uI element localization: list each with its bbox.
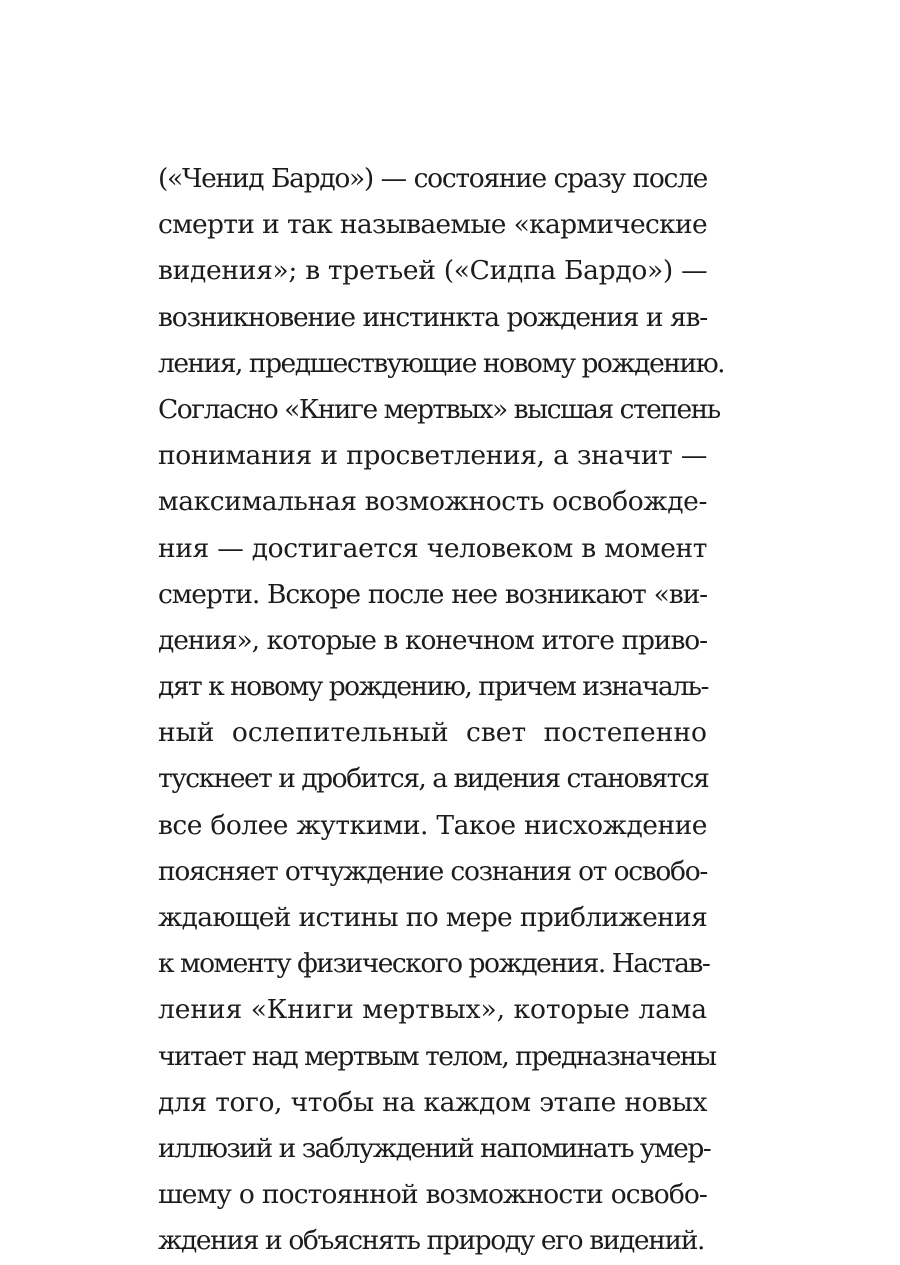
text-line: поясняет отчуждение сознания от освобо- xyxy=(158,855,707,887)
text-line: дят к новому рождению, причем изначаль- xyxy=(158,671,708,703)
body-text xyxy=(158,156,725,1265)
text-line: ждения и объяснять природу его видений. xyxy=(158,1225,705,1257)
text-line: ния — достигается человеком в момент xyxy=(158,532,707,564)
text-line: тускнеет и дробится, а видения становятся xyxy=(158,763,709,795)
text-line: понимания и просветления, а значит — xyxy=(158,440,707,472)
text-line: видения»; в третьей («Сидпа Бардо») — xyxy=(158,255,708,287)
text-line: ждающей истины по мере приближения xyxy=(158,902,707,933)
text-line: читает над мертвым телом, предназначены xyxy=(158,1040,716,1072)
text-line: возникновение инстинкта рождения и яв- xyxy=(158,301,707,333)
text-line: максимальная возможность освобожде- xyxy=(158,486,707,518)
text-line: для того, чтобы на каждом этапе новых xyxy=(158,1086,707,1118)
text-line: Согласно «Книге мертвых» высшая степень xyxy=(158,393,720,425)
text-line: смерти. Вскоре после нее возникают «ви- xyxy=(158,578,707,610)
text-line: шему о постоянной возможности освобо- xyxy=(158,1179,707,1211)
text-line: иллюзий и заблуждений напоминать умер- xyxy=(158,1132,711,1164)
text-line: дения», которые в конечном итоге приво- xyxy=(158,624,707,656)
text-line: ления «Книги мертвых», которые лама xyxy=(158,994,707,1026)
text-line: к моменту физического рождения. Настав- xyxy=(158,948,710,980)
text-line: ный ослепительный свет постепенно xyxy=(158,717,707,749)
text-line: смерти и так называемые «кармические xyxy=(158,209,707,241)
text-line: все более жуткими. Такое нисхождение xyxy=(158,809,707,841)
text-line: («Ченид Бардо») — состояние сразу после xyxy=(158,163,707,194)
text-line: ления, предшествующие новому рождению. xyxy=(158,347,725,379)
